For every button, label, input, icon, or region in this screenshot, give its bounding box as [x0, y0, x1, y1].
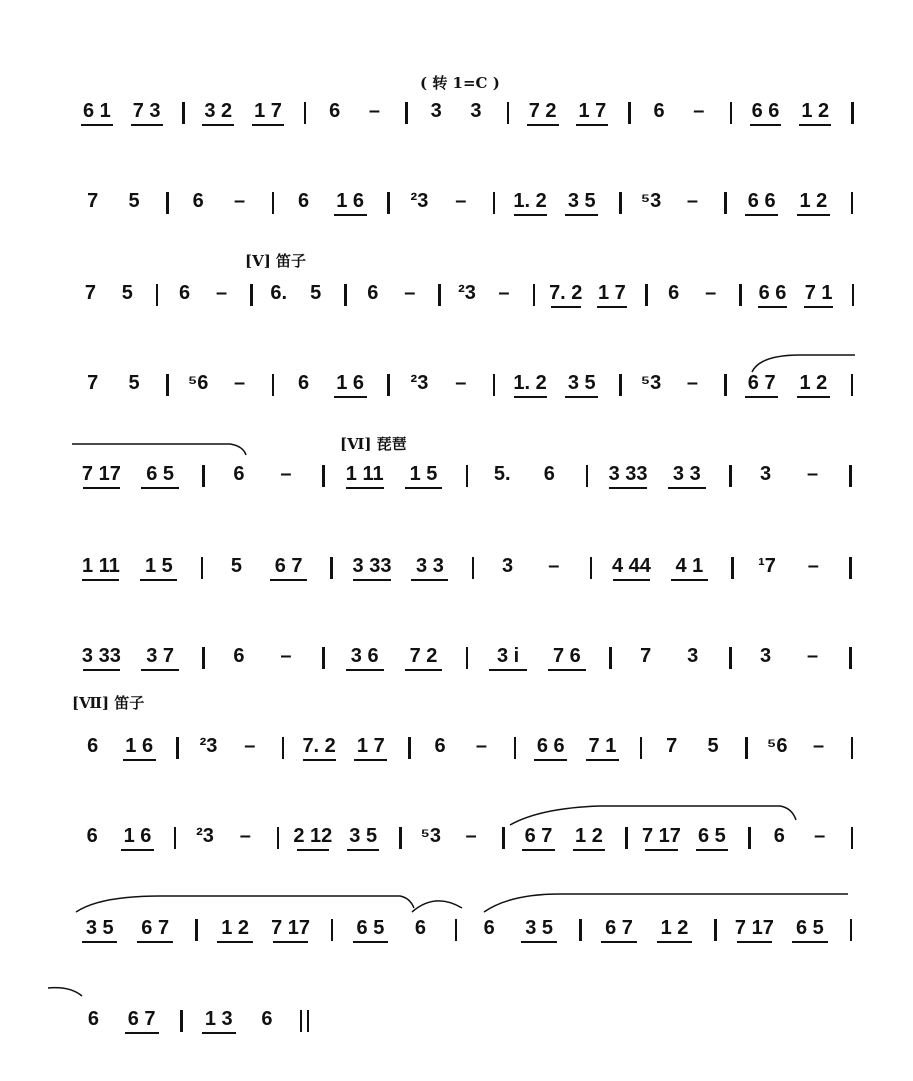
- beam-underline: [597, 306, 627, 308]
- dash-sustain: –: [233, 372, 246, 394]
- beam-underline: [334, 214, 367, 216]
- slur-arc: [48, 988, 82, 996]
- note-group: 6: [329, 100, 341, 122]
- beam-underline: [140, 579, 177, 581]
- beam-underline: [123, 759, 156, 761]
- note-group: 3 5: [85, 917, 114, 939]
- barline: [331, 919, 334, 941]
- note-group: 4 1: [675, 555, 704, 577]
- barline: [166, 192, 169, 214]
- barline: [502, 827, 505, 849]
- beam-underline: [83, 669, 121, 671]
- beam-underline: [121, 849, 153, 851]
- score-row: [0, 100, 913, 160]
- note-group: 1 2: [660, 917, 689, 939]
- beam-underline: [353, 579, 390, 581]
- beam-underline: [137, 941, 173, 943]
- note-group: ⁵6: [766, 735, 788, 757]
- score-row: [0, 372, 913, 432]
- note-group: ²3: [410, 190, 429, 212]
- barline: [748, 827, 751, 849]
- note-group: 7 3: [132, 100, 161, 122]
- note-group: 7 2: [409, 645, 438, 667]
- barline: [507, 102, 510, 124]
- barline: [399, 827, 402, 849]
- barline: [493, 374, 496, 396]
- note-group: 7: [666, 735, 678, 757]
- barline: [408, 737, 411, 759]
- note-group: 1 6: [125, 735, 154, 757]
- note-group: 6: [543, 463, 555, 485]
- note-group: 1 6: [336, 190, 365, 212]
- score-row: [0, 825, 913, 885]
- note-group: 1 5: [144, 555, 173, 577]
- dash-sustain: –: [807, 645, 819, 667]
- note-group: 1 7: [356, 735, 385, 757]
- section-vi-label: [Ⅵ] 琵琶: [340, 435, 407, 453]
- beam-underline: [217, 941, 253, 943]
- note-group: 1 6: [336, 372, 365, 394]
- barline: [851, 827, 854, 849]
- note-group: 3 33: [352, 555, 392, 577]
- note-group: 7. 2: [302, 735, 336, 757]
- barline: [851, 102, 854, 124]
- barline: [330, 557, 333, 579]
- note-group: 6: [233, 645, 245, 667]
- final-barline: [300, 1010, 309, 1032]
- note-group: ²3: [410, 372, 429, 394]
- beam-underline: [527, 124, 559, 126]
- note-group: 1 7: [597, 282, 626, 304]
- note-group: 6 6: [536, 735, 565, 757]
- note-group: ²3: [196, 825, 214, 847]
- barline: [174, 827, 177, 849]
- barline: [472, 557, 475, 579]
- note-group: 1 6: [123, 825, 152, 847]
- barline: [322, 647, 325, 669]
- note-group: 1 2: [799, 372, 828, 394]
- barline: [466, 465, 469, 487]
- note-group: 1 11: [345, 463, 384, 485]
- note-group: 1 11: [82, 555, 120, 577]
- note-group: 6 5: [356, 917, 385, 939]
- slur-arc: [752, 355, 855, 372]
- note-group: 1 2: [221, 917, 249, 939]
- barline: [182, 102, 185, 124]
- note-group: 3: [470, 100, 482, 122]
- barline: [729, 647, 732, 669]
- beam-underline: [334, 396, 367, 398]
- note-group: 6: [233, 463, 245, 485]
- barline: [201, 557, 204, 579]
- dash-sustain: –: [404, 282, 416, 304]
- note-group: 3: [430, 100, 442, 122]
- slur-arc: [412, 901, 462, 912]
- beam-underline: [514, 396, 547, 398]
- note-group: 5.: [493, 463, 511, 485]
- barline: [180, 1010, 183, 1032]
- score-row: [0, 735, 913, 795]
- score-row: [0, 917, 913, 977]
- beam-underline: [657, 941, 693, 943]
- note-group: 3: [760, 463, 772, 485]
- barline: [202, 465, 205, 487]
- barline: [851, 737, 854, 759]
- score-row: [0, 190, 913, 250]
- note-group: 6: [87, 735, 99, 757]
- note-group: 7: [87, 372, 99, 394]
- score-row: [0, 1008, 913, 1068]
- note-group: 6: [261, 1008, 273, 1030]
- barline: [745, 737, 748, 759]
- note-group: ²3: [458, 282, 476, 304]
- note-group: 3 5: [349, 825, 378, 847]
- beam-underline: [645, 849, 677, 851]
- dash-sustain: –: [548, 555, 560, 577]
- note-group: 6: [192, 190, 204, 212]
- barline: [729, 465, 732, 487]
- beam-underline: [799, 124, 831, 126]
- beam-underline: [141, 487, 179, 489]
- note-group: 3: [687, 645, 699, 667]
- note-group: 6 7: [141, 917, 170, 939]
- barline: [731, 557, 734, 579]
- beam-underline: [252, 124, 284, 126]
- note-group: 3 33: [608, 463, 648, 485]
- dash-sustain: –: [812, 735, 825, 757]
- slur-arc: [72, 444, 246, 455]
- note-group: 3 3: [672, 463, 701, 485]
- barline: [645, 284, 648, 306]
- beam-underline: [353, 941, 389, 943]
- note-group: 5: [128, 190, 140, 212]
- beam-underline: [125, 1032, 159, 1034]
- beam-underline: [141, 669, 179, 671]
- note-group: 1 5: [409, 463, 438, 485]
- beam-underline: [565, 214, 598, 216]
- barline: [455, 919, 458, 941]
- note-group: 7: [84, 282, 97, 304]
- beam-underline: [804, 306, 834, 308]
- beam-underline: [202, 1032, 236, 1034]
- dash-sustain: –: [475, 735, 488, 757]
- note-group: 3 6: [350, 645, 379, 667]
- note-group: 3 5: [567, 190, 596, 212]
- dash-sustain: –: [280, 463, 292, 485]
- beam-underline: [586, 759, 619, 761]
- beam-underline: [405, 487, 443, 489]
- note-group: 6.: [270, 282, 288, 304]
- note-group: 1 3: [204, 1008, 233, 1030]
- barline: [277, 827, 280, 849]
- note-group: 6: [773, 825, 785, 847]
- beam-underline: [565, 396, 598, 398]
- beam-underline: [522, 849, 554, 851]
- barline: [849, 465, 852, 487]
- dash-sustain: –: [686, 190, 698, 212]
- note-group: 1 2: [801, 100, 830, 122]
- beam-underline: [534, 759, 567, 761]
- score-row: [0, 463, 913, 523]
- beam-underline: [297, 849, 329, 851]
- barline: [514, 737, 517, 759]
- note-group: 3 5: [567, 372, 596, 394]
- beam-underline: [346, 487, 384, 489]
- beam-underline: [202, 124, 234, 126]
- note-group: ⁵3: [640, 372, 662, 394]
- note-group: 7 17: [271, 917, 311, 939]
- beam-underline: [797, 214, 830, 216]
- barline: [250, 284, 253, 306]
- barline: [852, 284, 855, 306]
- barline: [322, 465, 325, 487]
- note-group: 3 i: [497, 645, 520, 667]
- barline: [176, 737, 179, 759]
- note-group: 7 2: [528, 100, 557, 122]
- note-group: 3 7: [146, 645, 175, 667]
- beam-underline: [745, 214, 778, 216]
- note-group: 7 17: [81, 463, 121, 485]
- barline: [579, 919, 582, 941]
- note-group: ⁵6: [187, 372, 209, 394]
- beam-underline: [81, 124, 113, 126]
- dash-sustain: –: [244, 735, 256, 757]
- barline: [405, 102, 408, 124]
- beam-underline: [405, 669, 443, 671]
- barline: [586, 465, 589, 487]
- beam-underline: [354, 759, 387, 761]
- note-group: 1. 2: [513, 372, 547, 394]
- barline: [850, 919, 853, 941]
- note-group: ⁵3: [640, 190, 662, 212]
- beam-underline: [573, 849, 605, 851]
- barline: [739, 284, 742, 306]
- note-group: 3 3: [416, 555, 444, 577]
- barline: [619, 374, 622, 396]
- note-group: 4 44: [612, 555, 651, 577]
- dash-sustain: –: [807, 463, 819, 485]
- dash-sustain: –: [455, 190, 467, 212]
- note-group: 1 7: [254, 100, 282, 122]
- barline: [387, 374, 390, 396]
- note-group: 5: [128, 372, 140, 394]
- barline: [849, 557, 852, 579]
- dash-sustain: –: [814, 825, 826, 847]
- dash-sustain: –: [498, 282, 510, 304]
- beam-underline: [601, 941, 637, 943]
- note-group: 3 33: [81, 645, 121, 667]
- beam-underline: [83, 487, 121, 489]
- barline: [724, 374, 727, 396]
- note-group: 1 2: [799, 190, 828, 212]
- beam-underline: [671, 579, 708, 581]
- note-group: 6: [87, 1008, 99, 1030]
- barline: [166, 374, 169, 396]
- note-group: 7: [640, 645, 652, 667]
- beam-underline: [548, 669, 586, 671]
- section-v-label: [Ⅴ] 笛子: [245, 252, 307, 270]
- barline: [387, 192, 390, 214]
- section-vii-label: [Ⅶ] 笛子: [72, 694, 145, 712]
- note-group: 7 1: [804, 282, 833, 304]
- beam-underline: [737, 941, 773, 943]
- slur-arc: [76, 896, 414, 912]
- dash-sustain: –: [215, 282, 228, 304]
- note-group: 3: [501, 555, 514, 577]
- note-group: 6 1: [82, 100, 111, 122]
- note-group: 6 6: [751, 100, 780, 122]
- note-group: 6: [298, 190, 310, 212]
- barline: [493, 192, 496, 214]
- barline: [344, 284, 347, 306]
- note-group: 6: [179, 282, 191, 304]
- barline: [590, 557, 593, 579]
- barline: [628, 102, 631, 124]
- beam-underline: [273, 941, 309, 943]
- note-group: 3 2: [204, 100, 233, 122]
- note-group: 5: [707, 735, 719, 757]
- dash-sustain: –: [368, 100, 381, 122]
- slur-arc: [510, 806, 796, 825]
- beam-underline: [792, 941, 828, 943]
- score-row: [0, 645, 913, 705]
- note-group: 5: [230, 555, 243, 577]
- barline: [851, 192, 854, 214]
- note-group: 7. 2: [549, 282, 583, 304]
- barline: [849, 647, 852, 669]
- barline: [304, 102, 307, 124]
- note-group: 7 6: [553, 645, 581, 667]
- note-group: 6: [653, 100, 665, 122]
- slur-arc: [484, 894, 848, 912]
- note-group: 7 17: [734, 917, 774, 939]
- barline: [851, 374, 854, 396]
- dash-sustain: –: [239, 825, 251, 847]
- note-group: 6 6: [747, 190, 776, 212]
- beam-underline: [82, 579, 119, 581]
- note-group: ²3: [199, 735, 218, 757]
- note-group: 7 1: [588, 735, 617, 757]
- key-change-marking: ( 转 1=C ): [420, 74, 500, 92]
- beam-underline: [696, 849, 728, 851]
- note-group: 6: [483, 917, 495, 939]
- note-group: 1 7: [578, 100, 607, 122]
- beam-underline: [668, 487, 706, 489]
- dash-sustain: –: [686, 372, 698, 394]
- note-group: 6: [434, 735, 446, 757]
- beam-underline: [521, 941, 557, 943]
- beam-underline: [797, 396, 830, 398]
- beam-underline: [745, 396, 778, 398]
- barline: [714, 919, 717, 941]
- barline: [202, 647, 205, 669]
- dash-sustain: –: [233, 190, 246, 212]
- beam-underline: [576, 124, 608, 126]
- dash-sustain: –: [807, 555, 819, 577]
- note-group: 6: [298, 372, 310, 394]
- beam-underline: [758, 306, 788, 308]
- note-group: 6 7: [127, 1008, 156, 1030]
- dash-sustain: –: [705, 282, 717, 304]
- note-group: ¹7: [758, 555, 776, 577]
- note-group: 5: [121, 282, 133, 304]
- dash-sustain: –: [465, 825, 477, 847]
- barline: [640, 737, 643, 759]
- note-group: 1 2: [575, 825, 603, 847]
- note-group: 6: [414, 917, 426, 939]
- beam-underline: [613, 579, 650, 581]
- note-group: 6 7: [605, 917, 633, 939]
- beam-underline: [551, 306, 581, 308]
- beam-underline: [270, 579, 307, 581]
- note-group: 2 12: [293, 825, 333, 847]
- barline: [438, 284, 441, 306]
- barline: [272, 192, 275, 214]
- barline: [533, 284, 536, 306]
- note-group: 6: [86, 825, 98, 847]
- note-group: 6: [668, 282, 680, 304]
- beam-underline: [750, 124, 782, 126]
- barline: [272, 374, 275, 396]
- barline: [156, 284, 159, 306]
- barline: [730, 102, 733, 124]
- dash-sustain: –: [280, 645, 292, 667]
- beam-underline: [489, 669, 527, 671]
- note-group: 6 5: [697, 825, 726, 847]
- barline: [466, 647, 469, 669]
- note-group: 6 7: [747, 372, 776, 394]
- note-group: 3: [760, 645, 772, 667]
- note-group: 7: [87, 190, 99, 212]
- note-group: 6 6: [758, 282, 787, 304]
- note-group: 6 5: [795, 917, 824, 939]
- note-group: 6: [367, 282, 379, 304]
- barline: [625, 827, 628, 849]
- barline: [195, 919, 198, 941]
- note-group: 5: [310, 282, 322, 304]
- beam-underline: [514, 214, 547, 216]
- dash-sustain: –: [455, 372, 467, 394]
- note-group: 6 7: [274, 555, 303, 577]
- dash-sustain: –: [693, 100, 705, 122]
- barline: [619, 192, 622, 214]
- beam-underline: [609, 487, 647, 489]
- note-group: 6 7: [524, 825, 553, 847]
- note-group: 6 5: [146, 463, 175, 485]
- barline: [724, 192, 727, 214]
- beam-underline: [346, 669, 384, 671]
- score-row: [0, 282, 913, 342]
- score-row: [0, 555, 913, 615]
- note-group: ⁵3: [420, 825, 441, 847]
- beam-underline: [347, 849, 379, 851]
- barline: [609, 647, 612, 669]
- note-group: 3 5: [525, 917, 554, 939]
- beam-underline: [82, 941, 118, 943]
- note-group: 1. 2: [513, 190, 547, 212]
- beam-underline: [303, 759, 336, 761]
- barline: [282, 737, 285, 759]
- beam-underline: [411, 579, 448, 581]
- beam-underline: [131, 124, 163, 126]
- note-group: 7 17: [642, 825, 681, 847]
